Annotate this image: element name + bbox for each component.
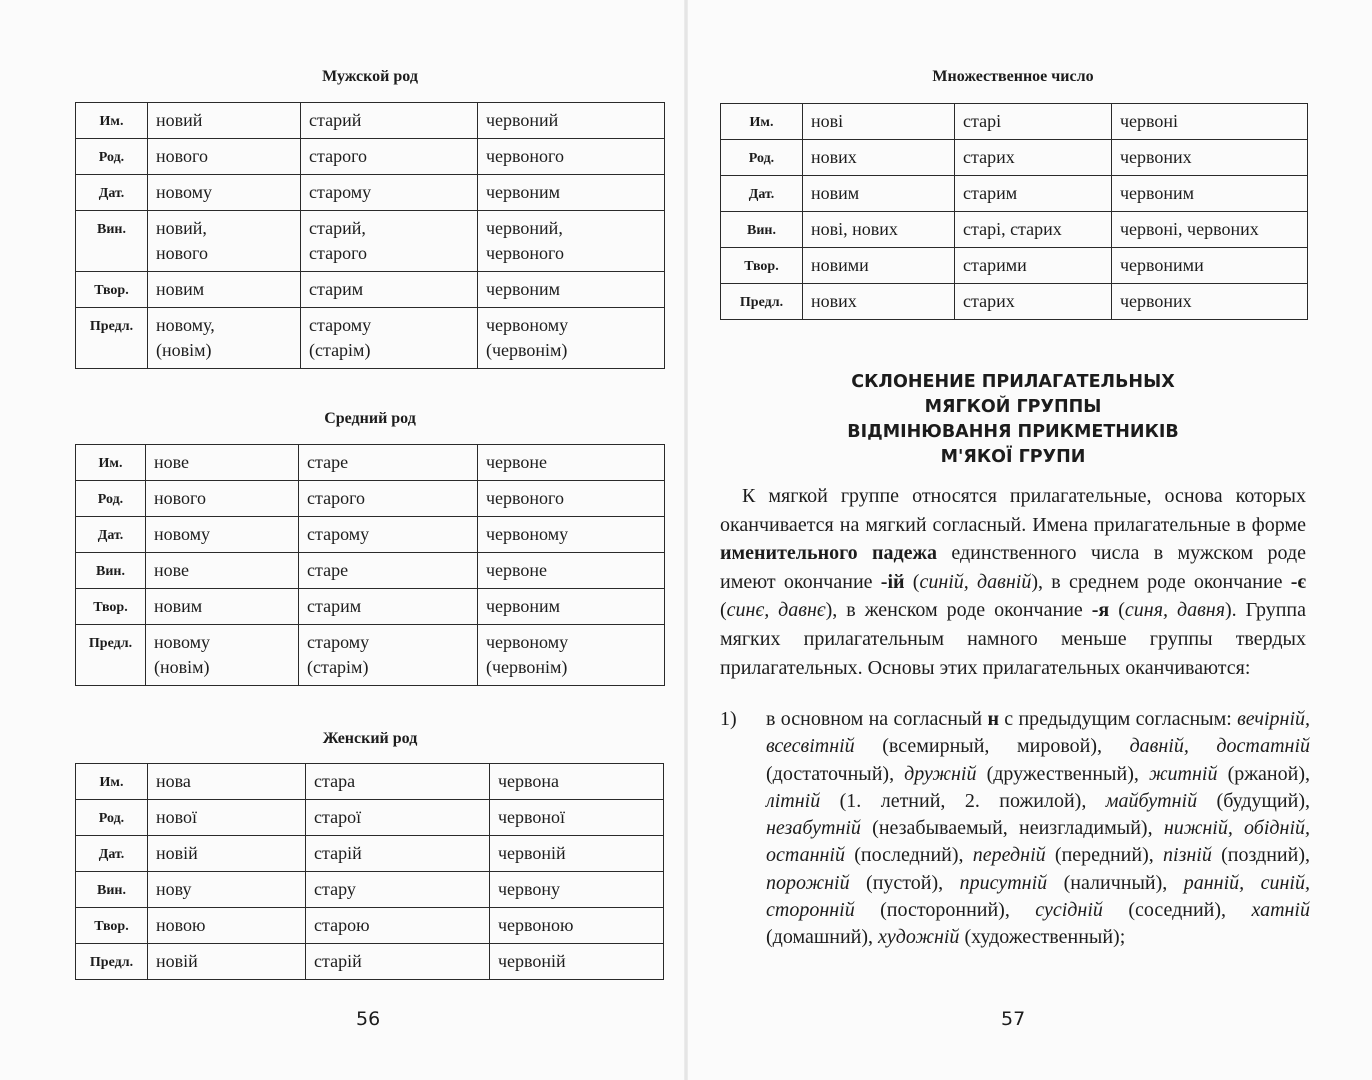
cell-text: новому: [154, 524, 211, 544]
feminine-caption: Женский род: [322, 730, 418, 747]
table-cell: [306, 944, 490, 980]
cell-text: нової: [156, 807, 198, 827]
cell-text: червоним: [486, 182, 561, 202]
cell-text: старому: [307, 632, 370, 652]
cell-text: старий,: [309, 218, 366, 238]
table-cell: [803, 104, 955, 140]
table-cell: [148, 800, 306, 836]
list-item-number: 1): [720, 708, 737, 730]
table-cell: [146, 625, 299, 686]
feminine-table: [75, 763, 664, 980]
cell-text: червоному: [486, 315, 569, 335]
cell-text-line-2: (червонім): [486, 340, 568, 360]
case-label: Предл.: [76, 308, 148, 369]
table-cell: [490, 764, 664, 800]
cell-text-line-2: (старім): [307, 657, 369, 677]
cell-text: нове: [154, 452, 190, 472]
table-row: [76, 211, 665, 272]
table-cell: [299, 589, 478, 625]
table-cell: [148, 836, 306, 872]
case-label: Дат.: [76, 517, 146, 553]
case-label: Им.: [76, 445, 146, 481]
table-cell: [803, 284, 955, 320]
table-row: [76, 481, 665, 517]
case-label: Род.: [76, 800, 148, 836]
page-number-left: 56: [356, 1008, 381, 1030]
table-cell: [148, 764, 306, 800]
table-cell: [1112, 284, 1308, 320]
cell-text: старого: [307, 488, 365, 508]
table-cell: [955, 212, 1112, 248]
cell-text: новому: [154, 632, 211, 652]
table-cell: [478, 481, 665, 517]
table-cell: [955, 104, 1112, 140]
table-cell: [478, 272, 665, 308]
cell-text: червоні, червоних: [1120, 219, 1259, 239]
table-cell: [490, 800, 664, 836]
table-cell: [490, 872, 664, 908]
cell-text: червоному: [486, 524, 569, 544]
cell-text: новим: [154, 596, 203, 616]
table-cell: [306, 908, 490, 944]
cell-text: червоній: [498, 951, 566, 971]
table-row: [76, 800, 664, 836]
case-label: Им.: [76, 103, 148, 139]
masculine-table: [75, 102, 665, 369]
table-row: [76, 308, 665, 369]
cell-text: нова: [156, 771, 191, 791]
table-cell: [146, 517, 299, 553]
heading-line-4: М'ЯКОЇ ГРУПИ: [940, 447, 1086, 467]
table-row: [721, 176, 1308, 212]
table-cell: [955, 284, 1112, 320]
table-cell: [299, 625, 478, 686]
table-cell: [803, 176, 955, 212]
table-cell: [803, 140, 955, 176]
table-row: [76, 625, 665, 686]
table-cell: [299, 481, 478, 517]
cell-text: новому,: [156, 315, 215, 335]
cell-text: старій: [314, 843, 362, 863]
cell-text: червоні: [1120, 111, 1179, 131]
cell-text: червоними: [1120, 255, 1204, 275]
table-cell: [478, 103, 665, 139]
cell-text: старою: [314, 915, 370, 935]
table-row: [76, 764, 664, 800]
heading-line-2: МЯГКОЙ ГРУППЫ: [924, 397, 1102, 417]
table-row: [76, 836, 664, 872]
table-cell: [301, 211, 478, 272]
table-cell: [306, 836, 490, 872]
case-label: Предл.: [76, 625, 146, 686]
case-label: Твор.: [76, 908, 148, 944]
table-cell: [478, 625, 665, 686]
table-cell: [301, 272, 478, 308]
table-cell: [299, 553, 478, 589]
table-row: [76, 103, 665, 139]
page-number-right: 57: [1001, 1008, 1026, 1030]
cell-text: червоної: [498, 807, 566, 827]
cell-text: червоного: [486, 488, 564, 508]
cell-text: старе: [307, 560, 349, 580]
case-label: Вин.: [721, 212, 803, 248]
cell-text: червоним: [486, 279, 561, 299]
case-label: Род.: [76, 481, 146, 517]
table-row: [721, 140, 1308, 176]
cell-text-line-2: червоного: [486, 243, 564, 263]
table-row: [76, 445, 665, 481]
table-cell: [148, 872, 306, 908]
cell-text-line-2: старого: [309, 243, 367, 263]
cell-text: червоного: [486, 146, 564, 166]
cell-text: новим: [811, 183, 860, 203]
case-label: Род.: [721, 140, 803, 176]
cell-text: старе: [307, 452, 349, 472]
plural-table: [720, 103, 1308, 320]
table-row: [76, 553, 665, 589]
cell-text: старими: [963, 255, 1027, 275]
table-cell: [148, 272, 301, 308]
cell-text: старої: [314, 807, 362, 827]
table-cell: [478, 139, 665, 175]
table-cell: [146, 553, 299, 589]
cell-text: червоною: [498, 915, 574, 935]
cell-text: червона: [498, 771, 560, 791]
table-row: [76, 272, 665, 308]
heading-line-3: ВІДМІНЮВАННЯ ПРИКМЕТНИКІВ: [847, 422, 1179, 442]
table-cell: [1112, 140, 1308, 176]
case-label: Дат.: [76, 836, 148, 872]
table-cell: [955, 140, 1112, 176]
case-label: Им.: [721, 104, 803, 140]
case-label: Твор.: [721, 248, 803, 284]
table-row: [76, 944, 664, 980]
table-cell: [306, 800, 490, 836]
cell-text-line-2: нового: [156, 243, 208, 263]
case-label: Род.: [76, 139, 148, 175]
cell-text: старі: [963, 111, 1002, 131]
cell-text: старим: [963, 183, 1018, 203]
heading-line-1: СКЛОНЕНИЕ ПРИЛАГАТЕЛЬНЫХ: [851, 372, 1175, 392]
cell-text: червоне: [486, 452, 548, 472]
cell-text: червоному: [486, 632, 569, 652]
table-cell: [1112, 212, 1308, 248]
table-cell: [1112, 176, 1308, 212]
table-cell: [1112, 104, 1308, 140]
table-cell: [301, 103, 478, 139]
table-row: [76, 139, 665, 175]
cell-text: нових: [811, 147, 857, 167]
cell-text: старим: [307, 596, 362, 616]
table-cell: [301, 139, 478, 175]
cell-text: новий,: [156, 218, 207, 238]
cell-text: нових: [811, 291, 857, 311]
table-cell: [148, 908, 306, 944]
list-item-text: в основном на согласный н с предыдущим согласным: вечірній, всесвітній (всемирный, мировой), давній, достатній (достаточный), дружній (дружественный), житній (ржаной), літній (1. летний, 2. пожилой), майбутній (будущий), незабутній (незабываемый, неизгладимый), нижній, обідній, останній (последний), передній (передний), пізній (поздний), порожній (пустой), присутній (наличный), ранній, синій, сторонній (посторонний), сусідній (соседний), хатній (домашний), художній (художественный);: [766, 708, 1310, 949]
intro-paragraph: К мягкой группе относятся прилагательные, основа которых оканчивается на мягкий согласный. Имена прилагательные в форме именительного падежа единственного числа в мужском роде имеют окончание -ій (синій, давній), в среднем роде окончание -є (синє, давнє), в женском роде окончание -я (синя, давня). Группа мягких прилагательным намного меньше группы твердых прилагательных. Основы этих прилагательных оканчиваются:: [720, 485, 1307, 679]
table-cell: [803, 248, 955, 284]
cell-text: старій: [314, 951, 362, 971]
table-row: [76, 517, 665, 553]
table-row: [721, 104, 1308, 140]
table-row: [76, 908, 664, 944]
table-row: [721, 248, 1308, 284]
cell-text: нового: [156, 146, 208, 166]
table-cell: [1112, 248, 1308, 284]
cell-text: новим: [156, 279, 205, 299]
table-cell: [148, 103, 301, 139]
table-cell: [955, 176, 1112, 212]
right-page: [686, 0, 1372, 1080]
table-cell: [478, 211, 665, 272]
table-cell: [490, 944, 664, 980]
cell-text: старому: [309, 315, 372, 335]
table-cell: [148, 944, 306, 980]
case-label: Вин.: [76, 872, 148, 908]
table-cell: [148, 175, 301, 211]
neuter-table: [75, 444, 665, 686]
cell-text: старому: [307, 524, 370, 544]
case-label: Предл.: [721, 284, 803, 320]
table-cell: [301, 308, 478, 369]
table-cell: [478, 589, 665, 625]
case-label: Вин.: [76, 211, 148, 272]
case-label: Дат.: [721, 176, 803, 212]
masculine-caption: Мужской род: [322, 68, 418, 85]
case-label: Твор.: [76, 589, 146, 625]
cell-text: нового: [154, 488, 206, 508]
table-cell: [148, 211, 301, 272]
table-cell: [146, 445, 299, 481]
case-label: Дат.: [76, 175, 148, 211]
cell-text: червоне: [486, 560, 548, 580]
cell-text: червоних: [1120, 291, 1192, 311]
section-heading: [720, 370, 1306, 470]
table-cell: [306, 764, 490, 800]
cell-text-line-2: (червонім): [486, 657, 568, 677]
cell-text: червоним: [486, 596, 561, 616]
table-row: [76, 872, 664, 908]
table-cell: [306, 872, 490, 908]
cell-text: старих: [963, 291, 1015, 311]
table-row: [721, 212, 1308, 248]
cell-text: старі, старих: [963, 219, 1062, 239]
cell-text: старий: [309, 110, 362, 130]
cell-text: червоних: [1120, 147, 1192, 167]
table-cell: [299, 517, 478, 553]
table-cell: [490, 836, 664, 872]
table-row: [721, 284, 1308, 320]
table-cell: [478, 175, 665, 211]
table-cell: [490, 908, 664, 944]
case-label: Предл.: [76, 944, 148, 980]
cell-text: новою: [156, 915, 206, 935]
cell-text: червоним: [1120, 183, 1195, 203]
table-cell: [299, 445, 478, 481]
table-cell: [146, 481, 299, 517]
case-label: Твор.: [76, 272, 148, 308]
cell-text: стару: [314, 879, 356, 899]
cell-text: старим: [309, 279, 364, 299]
cell-text: стара: [314, 771, 356, 791]
cell-text: червону: [498, 879, 561, 899]
cell-text: нові: [811, 111, 844, 131]
case-label: Вин.: [76, 553, 146, 589]
cell-text: нові, нових: [811, 219, 898, 239]
cell-text: старому: [309, 182, 372, 202]
neuter-caption: Средний род: [324, 410, 416, 427]
cell-text: новій: [156, 843, 198, 863]
table-cell: [148, 308, 301, 369]
cell-text: нове: [154, 560, 190, 580]
table-cell: [478, 517, 665, 553]
case-label: Им.: [76, 764, 148, 800]
table-cell: [803, 212, 955, 248]
table-cell: [148, 139, 301, 175]
table-cell: [478, 553, 665, 589]
cell-text: червоний: [486, 110, 559, 130]
cell-text: старих: [963, 147, 1015, 167]
cell-text: новий: [156, 110, 203, 130]
plural-caption: Множественное число: [932, 68, 1094, 85]
table-row: [76, 589, 665, 625]
table-cell: [478, 308, 665, 369]
list-item: [720, 706, 1310, 986]
cell-text: нову: [156, 879, 192, 899]
table-cell: [301, 175, 478, 211]
cell-text: червоний,: [486, 218, 563, 238]
table-cell: [146, 589, 299, 625]
table-row: [76, 175, 665, 211]
cell-text: новими: [811, 255, 869, 275]
cell-text: новому: [156, 182, 213, 202]
cell-text: старого: [309, 146, 367, 166]
table-cell: [955, 248, 1112, 284]
cell-text: новій: [156, 951, 198, 971]
cell-text-line-2: (старім): [309, 340, 371, 360]
cell-text-line-2: (новім): [156, 340, 212, 360]
cell-text-line-2: (новім): [154, 657, 210, 677]
cell-text: червоній: [498, 843, 566, 863]
table-cell: [478, 445, 665, 481]
